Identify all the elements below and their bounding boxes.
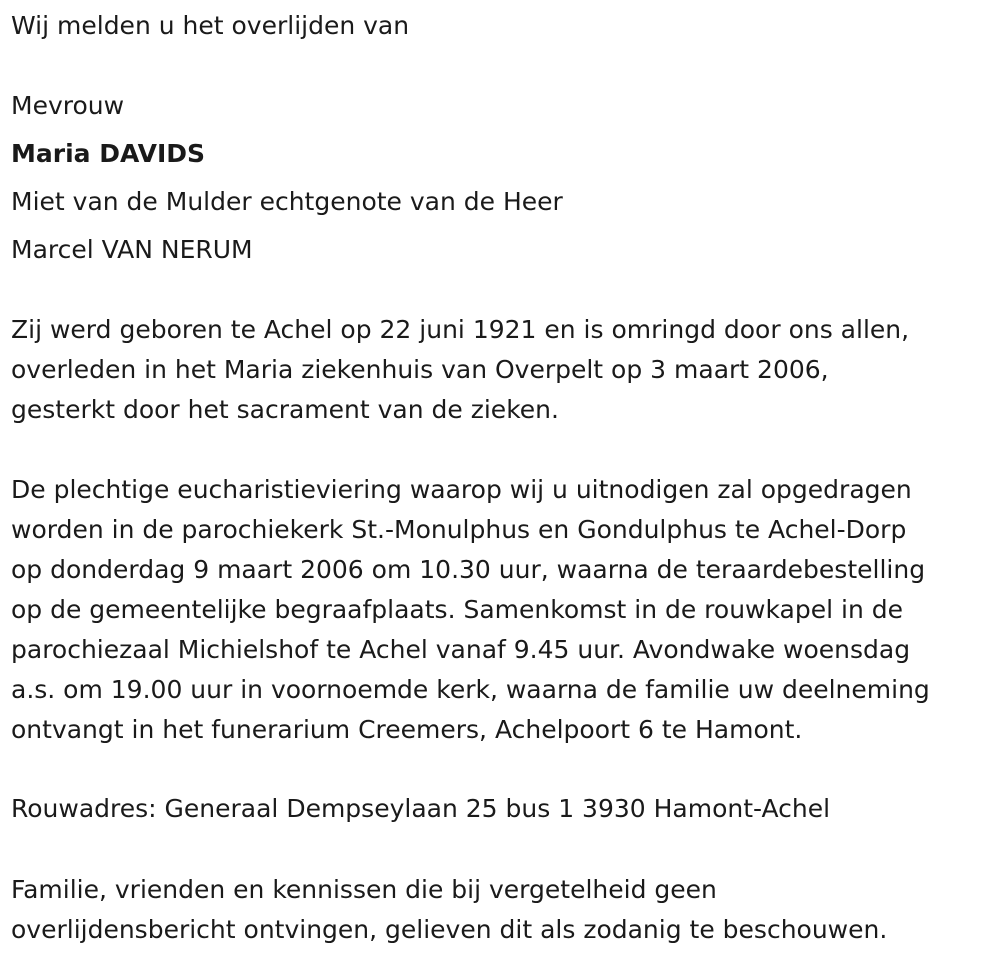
paragraph-line: worden in de parochiekerk St.-Monulphus en Gondulphus te Achel-Dorp bbox=[11, 515, 907, 544]
paragraph-line: Zij werd geboren te Achel op 22 juni 1921 en is omringd door ons allen, bbox=[11, 315, 910, 344]
birth-paragraph bbox=[11, 310, 909, 430]
paragraph-line: parochiezaal Michielshof te Achel vanaf 9.45 uur. Avondwake woensdag bbox=[11, 635, 911, 664]
paragraph-line: op donderdag 9 maart 2006 om 10.30 uur, waarna de teraardebestelling bbox=[11, 555, 926, 584]
paragraph-line: overleden in het Maria ziekenhuis van Overpelt op 3 maart 2006, bbox=[11, 355, 829, 384]
closing-paragraph bbox=[11, 870, 887, 950]
ceremony-paragraph bbox=[11, 470, 930, 750]
paragraph-line: op de gemeentelijke begraafplaats. Samenkomst in de rouwkapel in de bbox=[11, 595, 903, 624]
intro-text: Wij melden u het overlijden van bbox=[11, 11, 410, 40]
paragraph-line: De plechtige eucharistieviering waarop wij u uitnodigen zal opgedragen bbox=[11, 475, 912, 504]
honorific: Mevrouw bbox=[11, 91, 125, 120]
paragraph-line: Familie, vrienden en kennissen die bij vergetelheid geen bbox=[11, 875, 717, 904]
mourning-address: Rouwadres: Generaal Dempseylaan 25 bus 1 3930 Hamont-Achel bbox=[11, 794, 831, 823]
alias-line: Miet van de Mulder echtgenote van de Heer bbox=[11, 187, 563, 216]
spouse-name: Marcel VAN NERUM bbox=[11, 235, 253, 264]
paragraph-line: ontvangt in het funerarium Creemers, Achelpoort 6 te Hamont. bbox=[11, 715, 803, 744]
paragraph-line: overlijdensbericht ontvingen, gelieven dit als zodanig te beschouwen. bbox=[11, 915, 888, 944]
deceased-name: Maria DAVIDS bbox=[11, 139, 206, 168]
paragraph-line: a.s. om 19.00 uur in voornoemde kerk, waarna de familie uw deelneming bbox=[11, 675, 930, 704]
paragraph-line: gesterkt door het sacrament van de zieken. bbox=[11, 395, 559, 424]
